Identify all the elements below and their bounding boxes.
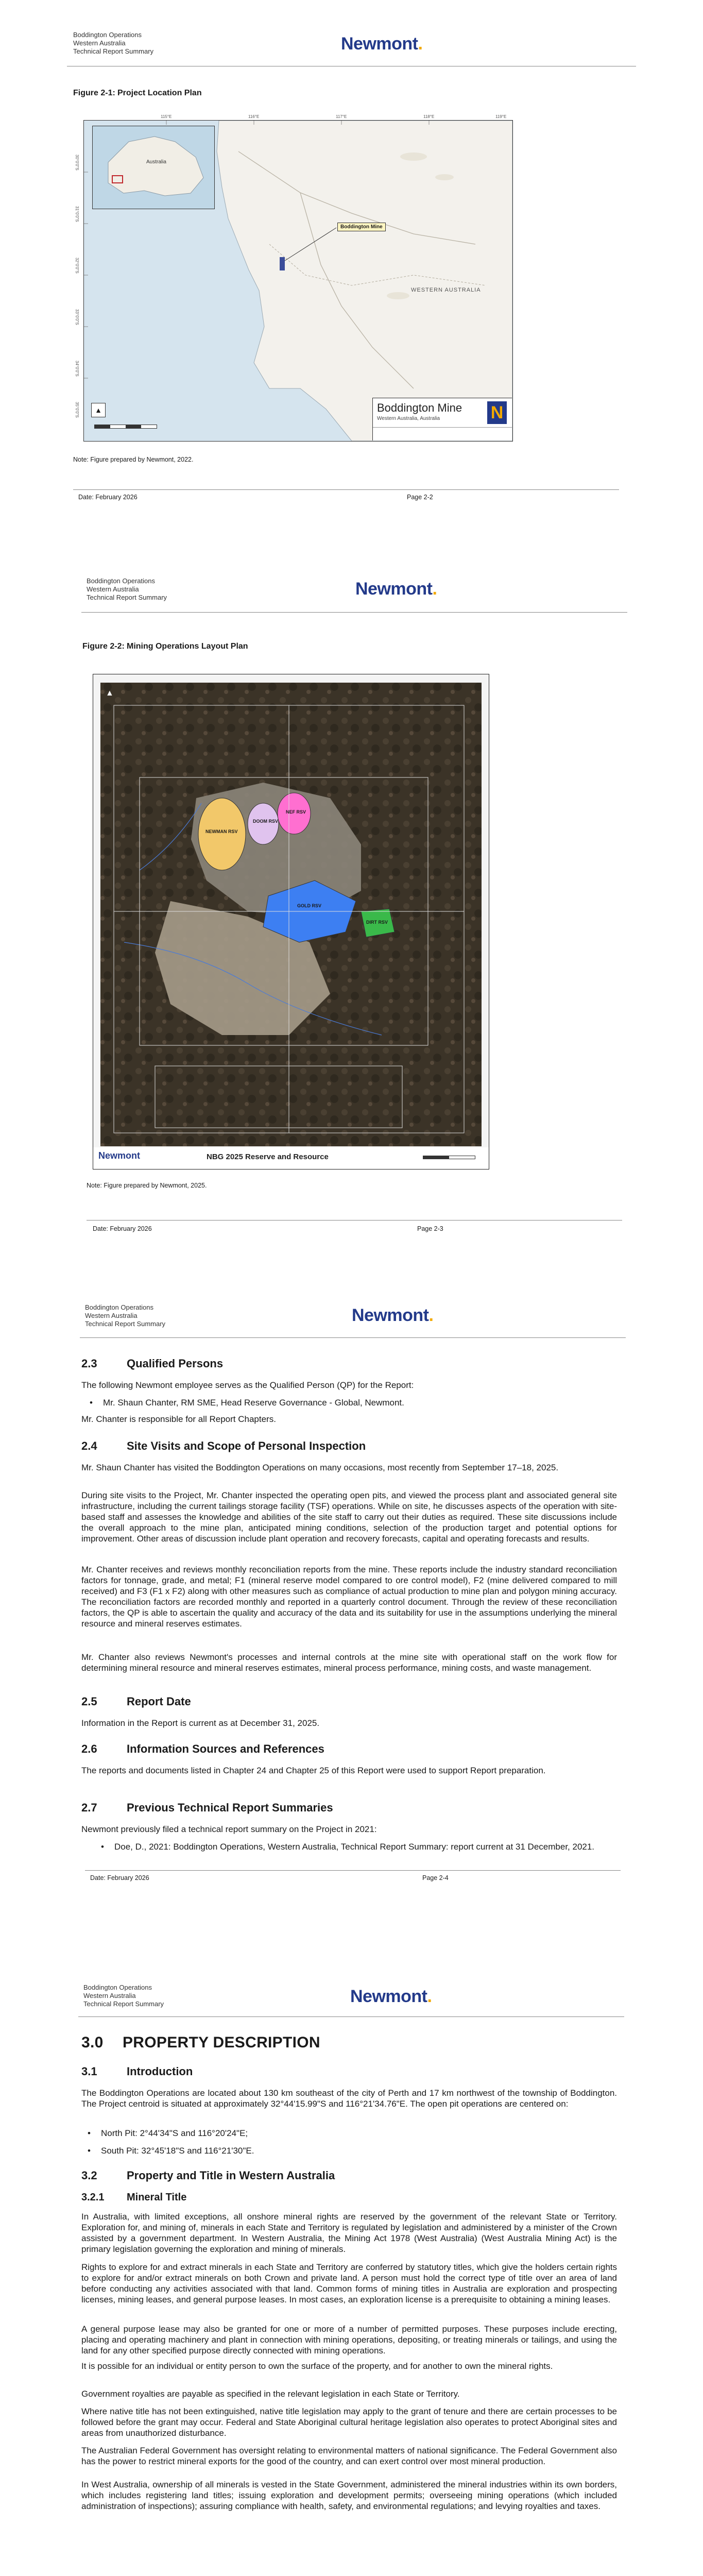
bullet-text: Mr. Shaun Chanter, RM SME, Head Reserve Governance - Global, Newmont. — [103, 1398, 404, 1408]
section-title: Previous Technical Report Summaries — [127, 1801, 333, 1814]
operations-map — [93, 674, 489, 1170]
header-line1: Boddington Operations — [73, 31, 142, 39]
logo-text: Newmont — [350, 1987, 427, 2006]
paragraph: The reports and documents listed in Chapter 24 and Chapter 25 of this Report were used to support Report preparation. — [81, 1766, 546, 1775]
lon-tick: 115°E — [161, 114, 172, 119]
paragraph: In West Australia, ownership of all minerals is vested in the State Government, administered the mineral industries within its own borders, which includes registering land titles; issuing exploration and development permits; overseeing mining operations (which included administration of inspections); assuring compliance with health, safety, and environmental regulations; and levying royalties and taxes. — [81, 2480, 617, 2511]
lat-tick: 30°0'0"S — [75, 155, 79, 171]
newmont-logo — [341, 34, 422, 54]
newmont-n-icon: N — [487, 401, 507, 424]
lat-ticks — [75, 155, 82, 433]
subsection-title: Mineral Title — [127, 2192, 187, 2203]
bullet-icon: • — [88, 2128, 91, 2138]
north-arrow-icon: ▲ — [91, 403, 106, 417]
lat-tick: 32°0'0"S — [75, 258, 79, 274]
mine-callout-text: Boddington Mine — [340, 224, 383, 230]
lat-tick: 31°0'0"S — [75, 206, 79, 222]
paragraph: Mr. Chanter is responsible for all Report Chapters. — [81, 1414, 276, 1424]
section-title: Qualified Persons — [127, 1357, 224, 1370]
header-text — [73, 31, 153, 56]
logo-text: Newmont — [352, 1306, 429, 1325]
lon-tick: 117°E — [336, 114, 347, 119]
paragraph: Mr. Chanter also reviews Newmont's processes and internal controls at the mine site with operational staff on the work flow for determining mineral resource and mineral reserves estimates, mineral process performance, mining costs, and waste management. — [81, 1652, 617, 1673]
section-number: 2.7 — [81, 1801, 97, 1814]
map-logo: Newmont — [98, 1150, 140, 1161]
bullet-icon: • — [88, 2146, 91, 2156]
paragraph: It is possible for an individual or entity person to own the surface of the property, and for another to own the mineral rights. — [81, 2361, 553, 2371]
header-line1: Boddington Operations — [87, 577, 155, 585]
scale-bar — [423, 1156, 475, 1159]
header-line1: Boddington Operations — [85, 1303, 153, 1311]
header-line3: Technical Report Summary — [87, 594, 167, 601]
pit-label: DOOM RSV — [253, 819, 279, 824]
paragraph: Mr. Shaun Chanter has visited the Boddington Operations on many occasions, most recently from September 17–18, 2025. — [81, 1463, 559, 1472]
section-title: Information Sources and References — [127, 1742, 324, 1755]
footer-rule — [87, 1220, 622, 1221]
paragraph: Where native title has not been extinguished, native title legislation may apply to the grant of tenure and there are certain processes to be followed before the grant may occur. Federal and State Aboriginal cultural heritage legislation also operates to protect Aboriginal sites and areas from unauthorized disturbance. — [81, 2406, 617, 2438]
bullet-text: North Pit: 2°44'34"S and 116°20'24"E; — [101, 2128, 248, 2138]
section-number: 2.4 — [81, 1439, 97, 1452]
page-2-2 — [0, 0, 703, 526]
section-title: Site Visits and Scope of Personal Inspection — [127, 1439, 366, 1452]
location-map — [83, 120, 513, 442]
chapter-title: PROPERTY DESCRIPTION — [123, 2034, 320, 2051]
paragraph: In Australia, with limited exceptions, all onshore mineral rights are reserved by the government of the relevant State or Territory. Exploration for, and mining of, minerals in each State and Territory is regulated by legislation and administered by a minister of the Crown assisted by a government department. In Western Australia, the Mining Act 1978 (West Australia) (West Australia Mining Act) is the primary legislation governing the exploration and mining of minerals. — [81, 2212, 617, 2254]
newmont-logo — [352, 1306, 433, 1326]
lon-tick: 116°E — [248, 114, 260, 119]
pit-label: GOLD RSV — [297, 903, 322, 908]
header-line2: Western Australia — [83, 1992, 136, 1999]
chapter-heading — [81, 2034, 320, 2052]
logo-text: Newmont — [355, 579, 433, 599]
bullet-text: South Pit: 32°45'18"S and 116°21'30"E. — [101, 2146, 254, 2156]
footer-date: Date: February 2026 — [90, 1874, 149, 1882]
paragraph: Information in the Report is current as at December 31, 2025. — [81, 1718, 320, 1728]
section-heading — [81, 1695, 191, 1708]
newmont-logo — [355, 579, 437, 599]
inset-label: Australia — [146, 159, 166, 165]
section-heading — [81, 2169, 335, 2182]
paragraph: Newmont previously filed a technical report summary on the Project in 2021: — [81, 1824, 377, 1834]
figure-number: Figure 2-1: — [73, 89, 115, 97]
header-line3: Technical Report Summary — [73, 47, 154, 55]
footer-page: Page 2-4 — [422, 1874, 449, 1882]
figure-caption: Mining Operations Layout Plan — [127, 642, 248, 651]
logo-dot: . — [427, 1987, 432, 2006]
subsection-number: 3.2.1 — [81, 2192, 105, 2203]
map-subtitle: Western Australia, Australia — [377, 416, 440, 421]
figure-note: Note: Figure prepared by Newmont, 2022. — [73, 456, 194, 463]
title-grid — [373, 427, 512, 441]
lon-ticks — [83, 114, 512, 120]
logo-dot: . — [428, 1306, 434, 1325]
header-line1: Boddington Operations — [83, 1984, 152, 1991]
figure-caption: Project Location Plan — [117, 89, 202, 97]
bullet-item — [101, 1841, 617, 1852]
chapter-number: 3.0 — [81, 2034, 104, 2051]
subsection-heading — [81, 2192, 186, 2204]
footer-date: Date: February 2026 — [93, 1225, 152, 1232]
section-heading — [81, 1801, 333, 1815]
header-rule — [78, 2016, 624, 2017]
section-heading — [81, 1357, 223, 1370]
newmont-logo — [350, 1987, 432, 2007]
figure-title — [82, 642, 248, 651]
paragraph: During site visits to the Project, Mr. Chanter inspected the operating open pits, and viewed the process plant and associated general site infrastructure, including the current tailings storage facility (TSF) operations. While on site, he discusses aspects of the operation with site-based staff and assesses the knowledge and abilities of the site staff to carry out their duties as required. These site discussions include the overall approach to the mine plan, anticipated mining conditions, selection of the production target and potential options for improvement. Other areas of discussion include plant operation and recovery forecasts, capital and operating forecasts and results. — [81, 1490, 617, 1544]
scale-bar — [94, 425, 157, 429]
figure-note: Note: Figure prepared by Newmont, 2025. — [87, 1182, 207, 1189]
region-label: WESTERN AUSTRALIA — [411, 287, 481, 293]
section-number: 2.6 — [81, 1742, 97, 1755]
lat-tick: 35°0'0"S — [75, 402, 79, 418]
figure-title — [73, 89, 202, 98]
inset-map-svg — [93, 126, 214, 209]
footer-page: Page 2-3 — [417, 1225, 443, 1232]
lon-tick: 119°E — [495, 114, 507, 119]
paragraph: The Boddington Operations are located about 130 km southeast of the city of Perth and 17 km northwest of the township of Boddington. The Project centroid is situated at approximately 32°44'15.99"S and 116°21'34.76"E. The open pit operations are centered on: — [81, 2088, 617, 2109]
logo-dot: . — [432, 579, 437, 599]
section-number: 3.1 — [81, 2065, 97, 2078]
footer-rule — [85, 1870, 621, 1871]
bullet-text: Doe, D., 2021: Boddington Operations, Western Australia, Technical Report Summary: report current at 31 December, 2021. — [114, 1842, 595, 1852]
footer-date: Date: February 2026 — [78, 494, 138, 501]
header-text — [83, 1984, 164, 2008]
header-line2: Western Australia — [87, 585, 139, 593]
figure-number: Figure 2-2: — [82, 642, 125, 651]
header-rule — [81, 612, 627, 613]
header-line2: Western Australia — [73, 39, 126, 47]
operations-map-svg — [93, 674, 489, 1169]
page-3-1 — [0, 1973, 703, 2576]
inset-map — [92, 126, 215, 209]
bullet-icon: • — [101, 1842, 104, 1852]
header-text — [85, 1303, 165, 1328]
pit-label: NEF RSV — [286, 809, 306, 815]
lon-tick: 118°E — [423, 114, 435, 119]
paragraph: The Australian Federal Government has oversight relating to environmental matters of national significance. The Federal Government also has the power to restrict mineral exports for the good of the country, and can exert control over most mineral production. — [81, 2446, 617, 2466]
mine-callout — [337, 223, 386, 231]
bullet-item — [90, 1397, 608, 1408]
paragraph: The following Newmont employee serves as the Qualified Person (QP) for the Report: — [81, 1380, 414, 1390]
map-title: Boddington Mine — [377, 401, 462, 414]
paragraph: Mr. Chanter receives and reviews monthly reconciliation reports from the mine. These reports include the industry standard reconciliation factors for tonnage, grade, and metal; F1 (mineral reserve model compared to ore control model), F2 (mine delivered compared to mill received) and F3 (F1 x F2) along with other measures such as compliance of actual production to mine plan and polygon mining accuracy. The reconciliation factors are recorded monthly and reported in a quarterly control document. Through the review of these reconciliation factors, the QP is able to ascertain the quality and accuracy of the data and its suitability for use in the assumptions underlying the mineral resource and mineral reserves estimates. — [81, 1565, 617, 1629]
bullet-item — [88, 2128, 606, 2139]
section-heading — [81, 2065, 193, 2078]
logo-dot: . — [418, 34, 423, 54]
footer-rule — [73, 489, 619, 490]
section-heading — [81, 1439, 366, 1453]
map-title-block — [372, 398, 512, 440]
section-number: 3.2 — [81, 2169, 97, 2182]
section-title: Introduction — [127, 2065, 193, 2078]
section-title: Property and Title in Western Australia — [127, 2169, 335, 2182]
lat-tick: 34°0'0"S — [75, 361, 79, 377]
page-2-4 — [0, 1288, 703, 1927]
paragraph: Rights to explore for and extract minerals in each State and Territory are conferred by statutory titles, which give the holders certain rights to explore for and/or extract minerals on both Crown and private land. A person must hold the correct type of title over an area of land before conducting any activities associated with that land. Common forms of mining titles in Australia are exploration and prospecting licenses, mining leases, and general purpose leases. In most cases, an exploration license is a prerequisite to obtaining a mining leases. — [81, 2262, 617, 2304]
header-rule — [80, 1337, 626, 1338]
pit-label: DIRT RSV — [366, 920, 388, 925]
paragraph: Government royalties are payable as specified in the relevant legislation in each State or Territory. — [81, 2389, 460, 2399]
north-arrow-icon: ▲ — [106, 689, 114, 698]
header-line3: Technical Report Summary — [83, 2000, 164, 2008]
page-2-3 — [0, 556, 703, 1216]
header-line3: Technical Report Summary — [85, 1320, 166, 1328]
map-banner: NBG 2025 Reserve and Resource — [207, 1153, 329, 1161]
section-heading — [81, 1742, 324, 1756]
header-line2: Western Australia — [85, 1312, 138, 1319]
paragraph: A general purpose lease may also be granted for one or more of a number of permitted purposes. These purposes include erecting, placing and operating machinery and plant in connection with mining operations, depositing, or treating minerals or tailings, and using the land for any other specified purpose directly connected with mining operations. — [81, 2324, 617, 2355]
header-text — [87, 577, 167, 602]
section-number: 2.5 — [81, 1695, 97, 1708]
section-number: 2.3 — [81, 1357, 97, 1370]
logo-text: Newmont — [341, 34, 418, 54]
pit-label: NEWMAN RSV — [205, 829, 238, 834]
bullet-item — [88, 2145, 606, 2156]
section-title: Report Date — [127, 1695, 191, 1708]
footer-page: Page 2-2 — [407, 494, 433, 501]
bullet-icon: • — [90, 1398, 93, 1408]
lat-tick: 33°0'0"S — [75, 309, 79, 325]
